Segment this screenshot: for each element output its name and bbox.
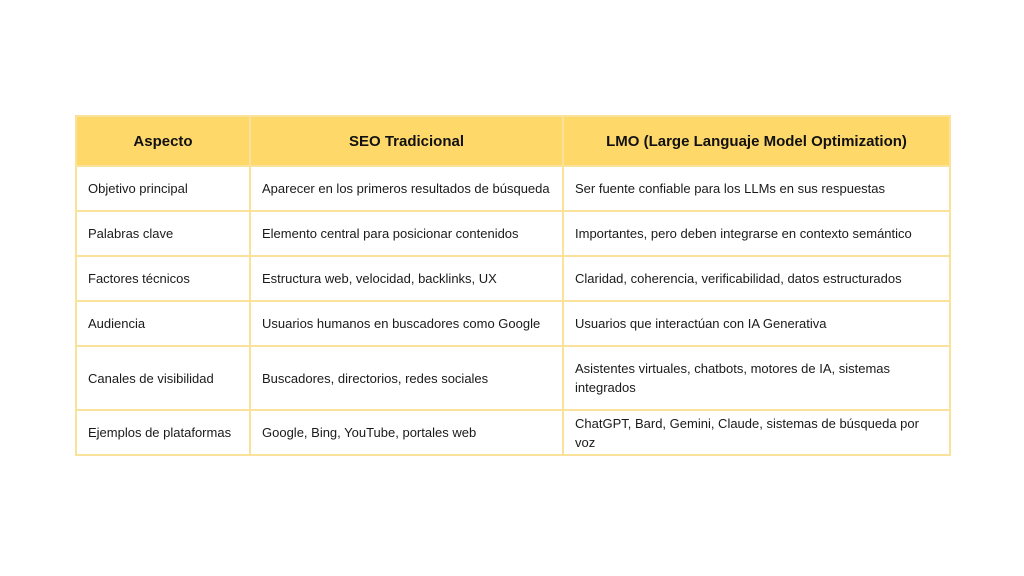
cell-seo: Google, Bing, YouTube, portales web [250, 410, 563, 455]
cell-aspect: Factores técnicos [76, 256, 250, 301]
cell-aspect: Objetivo principal [76, 166, 250, 211]
table-row [76, 211, 950, 256]
header-lmo: LMO (Large Languaje Model Optimization) [563, 116, 950, 166]
cell-aspect: Audiencia [76, 301, 250, 346]
cell-seo: Usuarios humanos en buscadores como Google [250, 301, 563, 346]
cell-seo: Elemento central para posicionar contenidos [250, 211, 563, 256]
table-row [76, 346, 950, 410]
table-header [76, 116, 950, 166]
header-row [76, 116, 950, 166]
cell-aspect: Canales de visibilidad [76, 346, 250, 410]
table-row [76, 166, 950, 211]
header-aspecto: Aspecto [76, 116, 250, 166]
cell-aspect: Ejemplos de plataformas [76, 410, 250, 455]
table-row [76, 410, 950, 455]
cell-lmo: Ser fuente confiable para los LLMs en sus respuestas [563, 166, 950, 211]
cell-lmo: Importantes, pero deben integrarse en contexto semántico [563, 211, 950, 256]
header-seo-tradicional: SEO Tradicional [250, 116, 563, 166]
cell-seo: Estructura web, velocidad, backlinks, UX [250, 256, 563, 301]
comparison-table [75, 115, 951, 456]
cell-seo: Aparecer en los primeros resultados de búsqueda [250, 166, 563, 211]
cell-lmo: Asistentes virtuales, chatbots, motores de IA, sistemas integrados [563, 346, 950, 410]
table-row [76, 256, 950, 301]
cell-seo: Buscadores, directorios, redes sociales [250, 346, 563, 410]
cell-aspect: Palabras clave [76, 211, 250, 256]
comparison-table-container [75, 115, 949, 456]
table-body [76, 166, 950, 455]
table-row [76, 301, 950, 346]
cell-lmo: Usuarios que interactúan con IA Generativa [563, 301, 950, 346]
cell-lmo: Claridad, coherencia, verificabilidad, datos estructurados [563, 256, 950, 301]
cell-lmo: ChatGPT, Bard, Gemini, Claude, sistemas de búsqueda por voz [563, 410, 950, 455]
